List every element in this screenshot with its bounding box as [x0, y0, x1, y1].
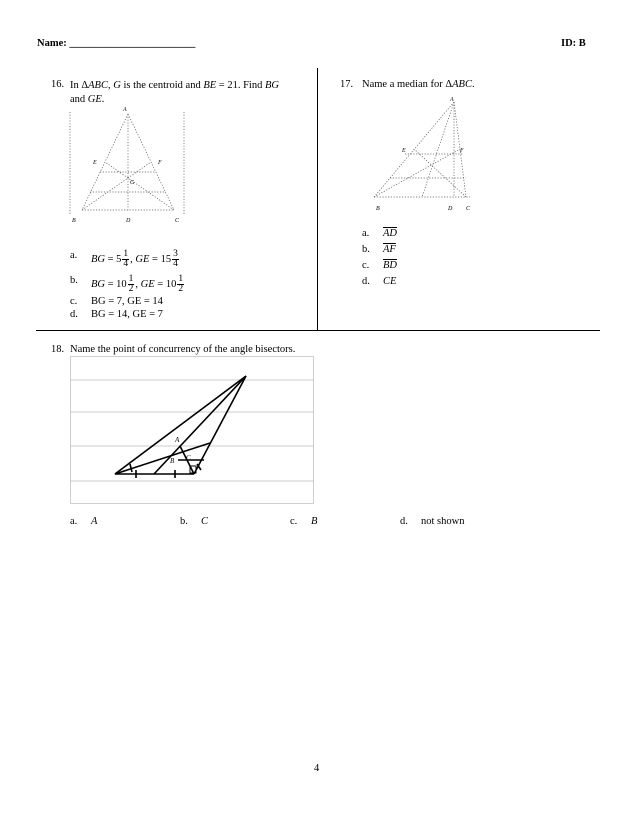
svg-text:E: E	[93, 160, 97, 166]
svg-text:C: C	[175, 218, 180, 224]
q18-label-c: C	[186, 454, 191, 462]
svg-text:F: F	[158, 160, 162, 166]
q17-prompt: Name a median for ΔABC.	[362, 79, 475, 90]
svg-text:F: F	[460, 148, 464, 154]
q18-figure	[70, 356, 314, 504]
q16-prompt: In ΔABC, G is the centroid and BE = 21. Find BG and GE.	[70, 80, 279, 105]
q16-choice-a[interactable]: a. BG = 5 $\frac{1}{4}$ , GE = 15 $\frac{3}{4}$	[70, 249, 178, 269]
svg-text:A: A	[123, 107, 127, 113]
section-divider	[36, 330, 600, 331]
q18-choice-a[interactable]: a. A	[70, 516, 98, 527]
q18-number: 18.	[51, 344, 65, 355]
q18-label-b: B	[170, 457, 175, 465]
svg-text:B: B	[72, 218, 76, 224]
q18-label-a: A	[175, 436, 180, 444]
q17-figure	[370, 92, 480, 217]
svg-text:B: B	[376, 206, 380, 212]
svg-text:D: D	[448, 206, 453, 212]
q17-number: 17.	[340, 79, 354, 90]
q17-choice-d[interactable]: d. CE	[362, 276, 397, 287]
svg-text:D: D	[126, 218, 131, 224]
q18-choice-c[interactable]: c. B	[290, 516, 318, 527]
q16-number: 16.	[51, 79, 65, 90]
q18-prompt: Name the point of concurrency of the angle bisectors.	[70, 344, 296, 355]
column-divider	[317, 68, 318, 330]
q16-choice-c[interactable]: c. BG = 7, GE = 14	[70, 296, 163, 307]
q16-choice-b[interactable]: b. BG = 10 $\frac{1}{2}$ , GE = 10 $\frac{1}{2}$	[70, 274, 184, 294]
svg-text:C: C	[466, 206, 471, 212]
svg-text:E: E	[402, 148, 406, 154]
q17-choice-b[interactable]: b. $\overline{AF}$	[362, 244, 396, 255]
page-number: 4	[314, 763, 320, 774]
svg-text:G: G	[130, 180, 135, 186]
q17-choice-c[interactable]: c. $\overline{BD}$	[362, 260, 397, 271]
q17-choice-a[interactable]: a. $\overline{AD}$	[362, 228, 397, 239]
name-field-label: Name: ________________________	[37, 38, 196, 49]
id-label: ID: B	[561, 38, 586, 49]
q16-figure	[60, 102, 190, 227]
svg-text:A: A	[450, 97, 454, 103]
q16-choice-d[interactable]: d. BG = 14, GE = 7	[70, 309, 163, 320]
q18-choice-d[interactable]: d. not shown	[400, 516, 465, 527]
q18-choice-b[interactable]: b. C	[180, 516, 209, 527]
